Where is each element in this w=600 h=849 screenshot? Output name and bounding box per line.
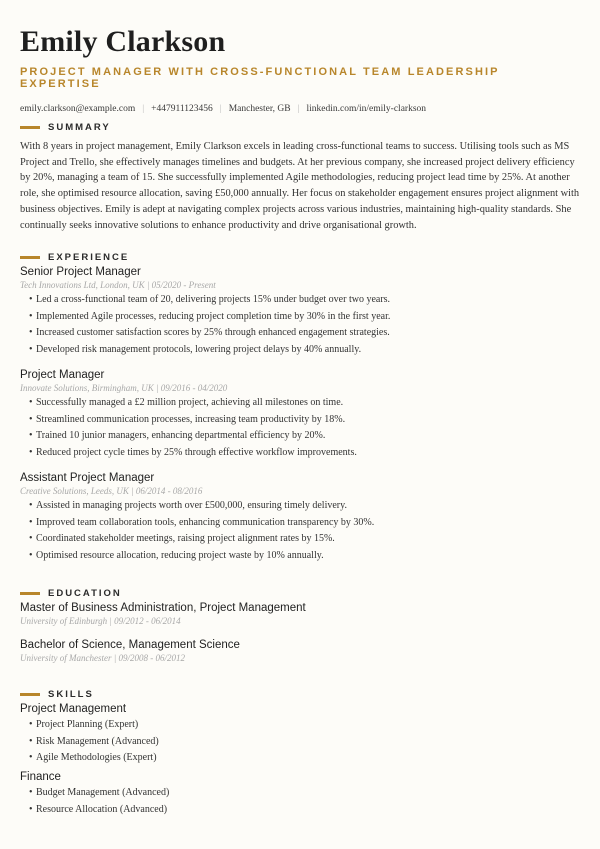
degree-title: Master of Business Administration, Project Management (20, 602, 306, 614)
linkedin-link[interactable]: linkedin.com/in/emily-clarkson (306, 104, 427, 114)
section-title-text: EXPERIENCE (48, 252, 130, 263)
contact-separator: | (142, 104, 145, 114)
section-title-summary (20, 122, 580, 133)
job-entry (20, 266, 580, 358)
list-item: • Assisted in managing projects worth over £500,000, ensuring timely delivery. (20, 498, 580, 515)
list-item: • Developed risk management protocols, lowering project delays by 40% annually. (20, 342, 580, 359)
list-item: • Streamlined communication processes, increasing team productivity by 18%. (20, 412, 580, 429)
job-meta: Tech Innovations Ltd, London, UK | 05/2020 - Present (20, 280, 216, 290)
job-title: Project Manager (20, 369, 105, 381)
job-meta: Creative Solutions, Leeds, UK | 06/2014 - 08/2016 (20, 486, 203, 496)
job-meta: Innovate Solutions, Birmingham, UK | 09/2016 - 04/2020 (20, 383, 228, 393)
list-item: • Budget Management (Advanced) (20, 785, 580, 802)
section-title-text: SUMMARY (48, 122, 111, 133)
education-section (20, 588, 580, 599)
summary-text: With 8 years in project management, Emily Clarkson excels in leading cross-functional teams to success. Utilising tools such as MS Project and Trello, she effectively manages timelines and budgets. At her previous company, she increased project delivery efficiency by 20%, managing a team of 15. She successfully implemented Agile methodologies, reducing project lead time by 25%. At another role, she optimised resource allocation, saving £50,000 annually. Her focus on stakeholder engagement ensures project alignment with business objectives. Emily is adept at navigating complex projects across various industries, maintaining high-quality standards. She continually seeks innovative solutions to enhance productivity and drive organisational growth. (20, 141, 580, 231)
list-item: • Improved team collaboration tools, enhancing communication transparency by 30%. (20, 515, 580, 532)
section-accent-bar (20, 126, 40, 129)
education-meta: University of Manchester | 09/2008 - 06/2012 (20, 653, 185, 663)
section-title-text: SKILLS (48, 689, 94, 700)
skill-group (20, 703, 580, 767)
education-meta: University of Edinburgh | 09/2012 - 06/2014 (20, 616, 181, 626)
headline: PROJECT MANAGER WITH CROSS-FUNCTIONAL TEAM LEADERSHIP EXPERTISE (20, 66, 500, 90)
list-item: • Agile Methodologies (Expert) (20, 750, 580, 767)
experience-section (20, 252, 580, 263)
list-item: • Led a cross-functional team of 20, delivering projects 15% under budget over two years. (20, 292, 580, 309)
section-accent-bar (20, 592, 40, 595)
contact-separator: | (219, 104, 222, 114)
list-item: • Optimised resource allocation, reducing project waste by 10% annually. (20, 548, 580, 565)
job-title: Senior Project Manager (20, 266, 141, 278)
list-item: • Coordinated stakeholder meetings, raising project alignment rates by 15%. (20, 531, 580, 548)
job-bullets (20, 292, 580, 358)
section-accent-bar (20, 256, 40, 259)
education-entry (20, 639, 580, 663)
skill-group-title: Finance (20, 771, 61, 783)
list-item: • Reduced project cycle times by 25% through effective workflow improvements. (20, 445, 580, 462)
candidate-name: Emily Clarkson (20, 25, 226, 58)
job-bullets (20, 498, 580, 564)
summary-section (20, 122, 580, 233)
list-item: • Resource Allocation (Advanced) (20, 802, 580, 819)
skills-section (20, 689, 580, 700)
section-title-experience (20, 252, 580, 263)
list-item: • Trained 10 junior managers, enhancing departmental efficiency by 20%. (20, 428, 580, 445)
skill-group-title: Project Management (20, 703, 127, 715)
skill-list (20, 717, 580, 767)
location-text: Manchester, GB (228, 104, 291, 114)
list-item: • Risk Management (Advanced) (20, 734, 580, 751)
list-item: • Successfully managed a £2 million project, achieving all milestones on time. (20, 395, 580, 412)
list-item: • Project Planning (Expert) (20, 717, 580, 734)
email-link[interactable]: emily.clarkson@example.com (20, 104, 136, 114)
skill-list (20, 785, 580, 818)
job-entry (20, 472, 580, 564)
section-title-text: EDUCATION (48, 588, 122, 599)
list-item: • Implemented Agile processes, reducing project completion time by 30% in the first year. (20, 309, 580, 326)
list-item: • Increased customer satisfaction scores by 25% through enhanced engagement strategies. (20, 325, 580, 342)
section-accent-bar (20, 693, 40, 696)
job-bullets (20, 395, 580, 461)
phone-text[interactable]: +447911123456 (151, 104, 213, 114)
skill-group (20, 771, 580, 818)
contact-row (20, 104, 580, 114)
degree-title: Bachelor of Science, Management Science (20, 639, 240, 651)
job-title: Assistant Project Manager (20, 472, 155, 484)
section-title-skills (20, 689, 580, 700)
section-title-education (20, 588, 580, 599)
job-entry (20, 369, 580, 461)
contact-separator: | (297, 104, 300, 114)
education-entry (20, 602, 580, 626)
